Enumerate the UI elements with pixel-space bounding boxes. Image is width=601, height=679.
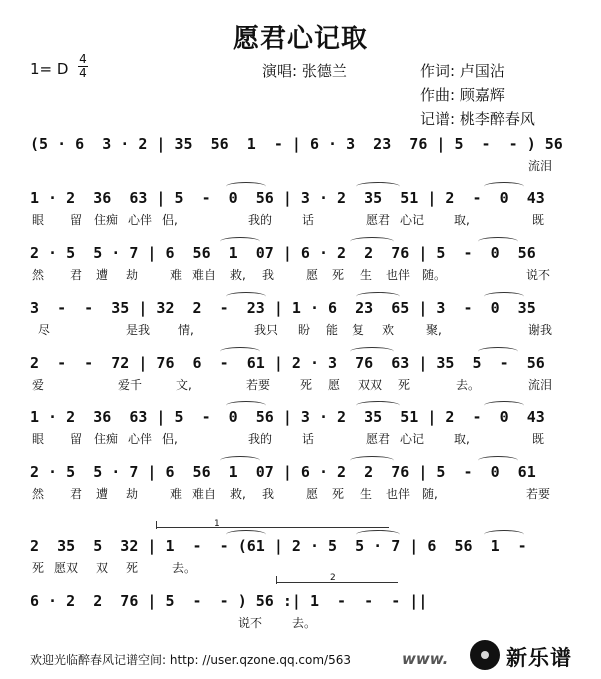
- lyric-syllable: 心记: [400, 213, 425, 227]
- notation-line-4: 3 - - 35 | 32 2 - 23 | 1 · 6 23 65 | 3 - 0 35: [30, 299, 536, 317]
- slur-mark: [226, 182, 266, 191]
- lyric-syllable: 生: [360, 268, 373, 282]
- lyric-syllable: 心伴: [128, 213, 153, 227]
- notation-line-9: 6 · 2 2 76 | 5 - - ) 56 :| 1 - - - ||: [30, 592, 428, 610]
- slur-mark: [356, 530, 400, 539]
- lyric-syllable: 眼: [32, 432, 45, 446]
- notation-line-7: 2 · 5 5 · 7 | 6 56 1 07 | 6 · 2 2 76 | 5 - 0 61: [30, 463, 536, 481]
- lyric-syllable: 愿君: [366, 432, 391, 446]
- lyric-syllable: 遭: [96, 268, 109, 282]
- lyric-syllable: 愿双: [54, 561, 79, 575]
- volta-tick: [276, 576, 277, 584]
- lyric-syllable: 难自: [192, 268, 217, 282]
- lyric-syllable: 谢我: [528, 323, 553, 337]
- lyric-syllable: 愿君: [366, 213, 391, 227]
- lyric-line-6: [30, 430, 562, 448]
- lyric-syllable: 劫: [126, 487, 139, 501]
- lyric-syllable: 死: [126, 561, 139, 575]
- lyric-syllable: 话: [302, 213, 315, 227]
- lyric-syllable: 双双: [358, 378, 383, 392]
- lyric-syllable: 取,: [454, 432, 470, 446]
- lyric-syllable: 情,: [178, 323, 194, 337]
- lyric-syllable: 我的: [248, 432, 273, 446]
- lyric-syllable: 愿: [328, 378, 341, 392]
- lyric-syllable: 说不: [238, 616, 263, 630]
- lyric-line-1: [30, 157, 562, 175]
- notation-line-8: 2 35 5 32 | 1 - - (61 | 2 · 5 5 · 7 | 6 56 1 -: [30, 537, 527, 555]
- lyric-syllable: 去。: [172, 561, 197, 575]
- slur-mark: [356, 182, 400, 191]
- lyric-syllable: 住痴: [94, 432, 119, 446]
- lyric-syllable: 随。: [422, 268, 447, 282]
- volta-tick: [156, 521, 157, 529]
- lyric-syllable: 救,: [230, 268, 246, 282]
- lyric-syllable: 生: [360, 487, 373, 501]
- slur-mark: [226, 530, 266, 539]
- lyric-syllable: 劫: [126, 268, 139, 282]
- singer-credit: 演唱: 张德兰: [262, 62, 347, 80]
- slur-mark: [350, 347, 394, 356]
- lyric-syllable: 既: [532, 432, 545, 446]
- lyric-syllable: 难: [170, 268, 183, 282]
- lyric-syllable: 取,: [454, 213, 470, 227]
- lyric-line-7: [30, 485, 562, 503]
- watermark-text: www.: [402, 650, 449, 668]
- slur-mark: [478, 456, 518, 465]
- lyric-syllable: 说不: [526, 268, 551, 282]
- time-signature-bottom: 4: [79, 66, 87, 80]
- lyric-syllable: 心记: [400, 432, 425, 446]
- lyric-syllable: 我的: [248, 213, 273, 227]
- lyric-syllable: 能: [326, 323, 339, 337]
- lyric-syllable: 也伴: [386, 487, 411, 501]
- slur-mark: [220, 347, 260, 356]
- volta-bracket: [156, 527, 389, 528]
- lyric-syllable: 君: [70, 487, 83, 501]
- slur-mark: [220, 456, 260, 465]
- lyric-line-9: [30, 614, 562, 632]
- lyric-syllable: 是我: [126, 323, 151, 337]
- lyric-syllable: 尽: [38, 323, 51, 337]
- lyric-syllable: 若要: [526, 487, 551, 501]
- notation-line-2: 1 · 2 36 63 | 5 - 0 56 | 3 · 2 35 51 | 2 - 0 43: [30, 189, 545, 207]
- lyric-line-8: [30, 559, 562, 577]
- lyric-syllable: 既: [532, 213, 545, 227]
- lyric-syllable: 然: [32, 268, 45, 282]
- lyric-syllable: 欢: [382, 323, 395, 337]
- footer-link-text: 欢迎光临醉春风记谱空间: http: //user.qzone.qq.com/563: [30, 653, 352, 667]
- key-signature: 1= D: [30, 60, 69, 78]
- lyric-syllable: 盼: [298, 323, 311, 337]
- slur-mark: [350, 237, 394, 246]
- notation-line-1: (5 · 6 3 · 2 | 35 56 1 - | 6 · 3 23 76 | 5 - - ) 56: [30, 135, 563, 153]
- lyric-syllable: 难自: [192, 487, 217, 501]
- slur-mark: [226, 292, 266, 301]
- lyric-syllable: 也伴: [386, 268, 411, 282]
- lyric-syllable: 眼: [32, 213, 45, 227]
- time-signature: [78, 54, 88, 79]
- notation-line-5: 2 - - 72 | 76 6 - 61 | 2 · 3 76 63 | 35 5 - 56: [30, 354, 545, 372]
- transcriber-credit: 记谱: 桃李醉春风: [420, 110, 535, 128]
- lyric-syllable: 留: [70, 213, 83, 227]
- lyric-syllable: 复: [352, 323, 365, 337]
- volta-bracket: [276, 582, 398, 583]
- slur-mark: [356, 292, 400, 301]
- lyric-syllable: 救,: [230, 487, 246, 501]
- lyric-line-4: [30, 321, 562, 339]
- lyricist-credit: 作词: 卢国沾: [420, 62, 505, 80]
- lyric-syllable: 然: [32, 487, 45, 501]
- lyric-syllable: 我: [262, 487, 275, 501]
- lyric-syllable: 侣,: [162, 213, 178, 227]
- notation-line-3: 2 · 5 5 · 7 | 6 56 1 07 | 6 · 2 2 76 | 5 - 0 56: [30, 244, 536, 262]
- lyric-syllable: 君: [70, 268, 83, 282]
- lyric-syllable: 爱: [32, 378, 45, 392]
- lyric-syllable: 流泪: [528, 378, 553, 392]
- lyric-syllable: 我只: [254, 323, 279, 337]
- lyric-syllable: 愿: [306, 487, 319, 501]
- volta-number: 1: [214, 519, 220, 529]
- lyric-syllable: 难: [170, 487, 183, 501]
- lyric-line-3: [30, 266, 562, 284]
- lyric-syllable: 随,: [422, 487, 438, 501]
- lyric-syllable: 死: [332, 487, 345, 501]
- lyric-syllable: 聚,: [426, 323, 442, 337]
- lyric-syllable: 死: [300, 378, 313, 392]
- composer-credit: 作曲: 顾嘉辉: [420, 86, 505, 104]
- notation-line-6: 1 · 2 36 63 | 5 - 0 56 | 3 · 2 35 51 | 2 - 0 43: [30, 408, 545, 426]
- lyric-syllable: 去。: [292, 616, 317, 630]
- lyric-syllable: 话: [302, 432, 315, 446]
- lyric-syllable: 爱千: [118, 378, 143, 392]
- lyric-syllable: 文,: [176, 378, 192, 392]
- lyric-syllable: 若要: [246, 378, 271, 392]
- slur-mark: [356, 401, 400, 410]
- slur-mark: [484, 401, 524, 410]
- lyric-line-5: [30, 376, 562, 394]
- lyric-syllable: 侣,: [162, 432, 178, 446]
- slur-mark: [478, 237, 518, 246]
- record-disc-icon: [470, 640, 500, 670]
- lyric-syllable: 死: [332, 268, 345, 282]
- slur-mark: [220, 237, 260, 246]
- volta-number: 2: [330, 573, 336, 583]
- slur-mark: [478, 347, 518, 356]
- slur-mark: [484, 530, 524, 539]
- lyric-syllable: 死: [32, 561, 45, 575]
- slur-mark: [484, 182, 524, 191]
- slur-mark: [350, 456, 394, 465]
- lyric-syllable: 住痴: [94, 213, 119, 227]
- lyric-syllable: 愿: [306, 268, 319, 282]
- lyric-syllable: 我: [262, 268, 275, 282]
- lyric-syllable: 流泪: [528, 159, 553, 173]
- lyric-syllable: 留: [70, 432, 83, 446]
- lyric-syllable: 心伴: [128, 432, 153, 446]
- lyric-syllable: 遭: [96, 487, 109, 501]
- lyric-syllable: 去。: [456, 378, 481, 392]
- slur-mark: [484, 292, 524, 301]
- song-title: 愿君心记取: [232, 24, 368, 54]
- brand-name: 新乐谱: [506, 646, 572, 670]
- slur-mark: [226, 401, 266, 410]
- lyric-line-2: [30, 211, 562, 229]
- lyric-syllable: 双: [96, 561, 109, 575]
- lyric-syllable: 死: [398, 378, 411, 392]
- time-signature-top: 4: [79, 52, 87, 66]
